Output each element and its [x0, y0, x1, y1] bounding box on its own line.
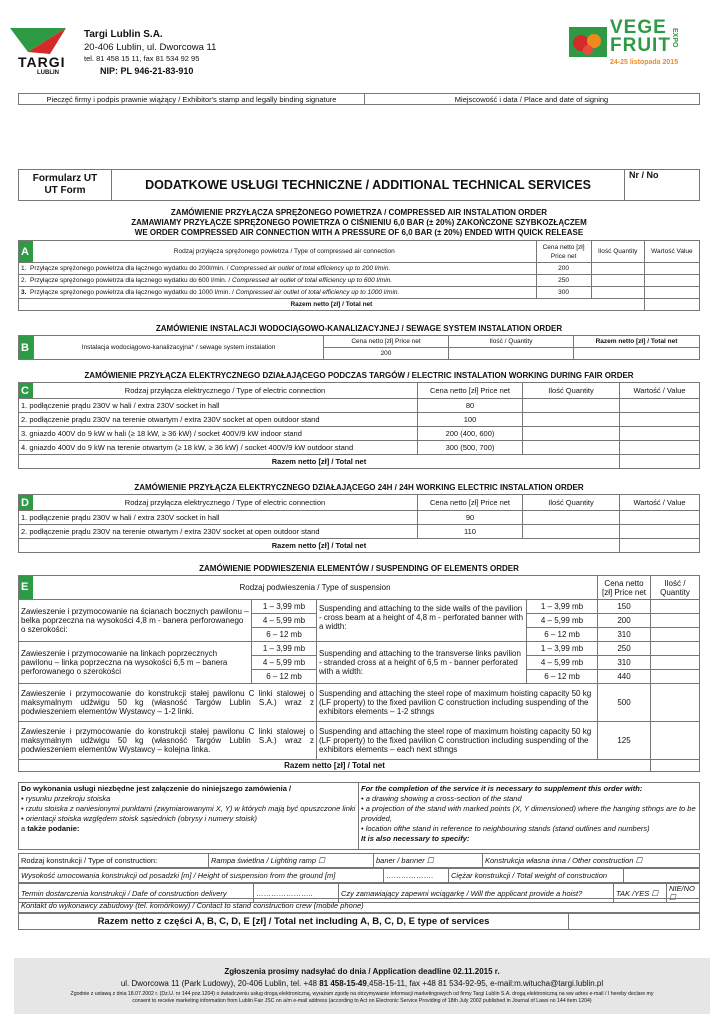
- section-d-col-type: Rodzaj przyłącza elektrycznego / Type of electric connection: [33, 495, 418, 511]
- row-text-en: Compressed air outlet of total efficiency up to 200 l/min.: [230, 265, 391, 272]
- height-input[interactable]: ……………….: [384, 869, 449, 883]
- section-a-row2-qty[interactable]: [591, 275, 644, 287]
- req-pl-also: a także podanie:: [21, 824, 80, 833]
- checkbox-icon[interactable]: ☐: [669, 893, 676, 902]
- section-e-row3-en: Suspending and attaching the steel rope of maximum hoisting capacity 50 kg (LF property) to the fixed pavilion C construction including suspending of the exhibitors elements – 1-2 sthngs: [317, 684, 598, 722]
- construction-type-label: Rodzaj konstrukcji / Type of construction:: [19, 854, 209, 868]
- row-text-pl: Przyłącze sprężonego powietrza dla łącznego wydatku do 600 l/min. /: [30, 277, 233, 284]
- section-e-col-type: Rodzaj podwieszenia / Type of suspension: [33, 576, 598, 600]
- section-b-col-qty: Ilość / Quantity: [449, 336, 574, 348]
- section-c-row1-qty[interactable]: [523, 399, 620, 413]
- requirements-pl: [21, 784, 357, 834]
- requirements-divider: [358, 783, 359, 849]
- section-b-total[interactable]: [574, 348, 700, 360]
- section-e-group2-pl: Zawieszenie i przymocowanie na linkach poprzecznych pawilonu – linka poprzeczna na wysokości 6,5 m – banera perforowanego o szerokości: [19, 642, 252, 684]
- section-e-g1-range2: 4 – 5,99 mb: [252, 614, 317, 628]
- table-row: [19, 413, 700, 427]
- section-e-letter: E: [19, 576, 34, 600]
- row-text-pl: Przyłącze sprężonego powietrza dla łącznego wydatku do 1000 l/min. /: [30, 289, 236, 296]
- section-d-row2-price: 110: [418, 525, 523, 539]
- opt-lighting-label: Rampa świetlna / Lighting ramp: [211, 856, 317, 865]
- contact-label: Kontakt do wykonawcy zabudowy (tel. komórkowy) / Contact to stand construction crew (mobile phone): [19, 899, 700, 913]
- table-row: [19, 427, 700, 441]
- section-e-g2-qty2[interactable]: [651, 656, 700, 670]
- req-en-item-text: location ofthe stand in reference to neighbouring stands (stand outlines and numbers): [365, 824, 650, 833]
- fair-logo-side: EXPO: [671, 28, 678, 48]
- req-en-item-text: a projection of the stand with marked points (X, Y dimensioned) where the hanging sthngs are to be provided,: [361, 804, 696, 823]
- section-a-title3: WE ORDER COMPRESSED AIR CONNECTION WITH A PRESSURE OF 6,0 BAR (± 20%) ENDED WITH QUICK RELEASE: [134, 228, 584, 237]
- section-d-col-value: Wartość / Value: [620, 495, 700, 511]
- section-a-row2-value[interactable]: [644, 275, 699, 287]
- req-pl-also-bold: także podanie: [27, 824, 77, 833]
- section-e-col-qty: Ilość / Quantity: [651, 576, 700, 600]
- opt-own-label: Konstrukcja własna inna / Other construction: [485, 856, 634, 865]
- footer-legal1: Zgodnie z ustawą z dnia 18.07.2002 r. (Dz.U. nr 144 poz.1204) o świadczeniu usług drogą elektroniczną, wyrażam zgodę na otrzymywanie informacji marketingowych od firmy Targi Lublin S.A. drogą elektroniczną na ww adres e-mail / I hereby declare my: [70, 991, 654, 997]
- section-d-row2: 2. podłączenie prądu 230V na terenie otwartym / extra 230V socket at open outdoor stand: [19, 525, 418, 539]
- company-contact: tel. 81 458 15 11, fax 81 534 92 95: [84, 54, 200, 63]
- section-b-price: 200: [324, 348, 449, 360]
- section-c-col-price: Cena netto [zł] Price net: [418, 383, 523, 399]
- section-c-row2-price: 100: [418, 413, 523, 427]
- checkbox-icon[interactable]: ☐: [426, 856, 434, 865]
- checkbox-icon[interactable]: ☐: [318, 856, 325, 865]
- table-row: [19, 684, 700, 722]
- table-row: [19, 441, 700, 455]
- table-row: [19, 287, 700, 299]
- section-c-total-value[interactable]: [620, 455, 700, 469]
- hoist-yes-label: TAK /YES: [616, 888, 650, 898]
- section-a-total-value[interactable]: [644, 299, 699, 311]
- section-c-col-value: Wartość / Value: [620, 383, 700, 399]
- req-pl-item-text: orientacji stoiska względem stoisk sąsiednich (obrysy i numery stoisk): [25, 814, 258, 823]
- table-row: [19, 399, 700, 413]
- req-en-also: It is also necessary to specify:: [361, 834, 470, 843]
- section-c-row3-qty[interactable]: [523, 427, 620, 441]
- company-nip: NIP: PL 946-21-83-910: [100, 66, 194, 76]
- section-c-table: [18, 382, 700, 469]
- section-e-g1-price3: 310: [598, 628, 651, 642]
- grand-total-value[interactable]: [569, 914, 700, 930]
- section-d-total-value[interactable]: [620, 539, 700, 553]
- logo-text: TARGI: [18, 54, 66, 70]
- req-en-item: • location ofthe stand in reference to neighbouring stands (stand outlines and numbers): [361, 824, 650, 833]
- section-d-row1-qty[interactable]: [523, 511, 620, 525]
- section-e-g1-qty1[interactable]: [651, 600, 700, 614]
- footer-deadline: Zgłoszenia prosimy nadsyłać do dnia / Application deadline 02.11.2015 r.: [224, 967, 500, 976]
- section-d-row2-qty[interactable]: [523, 525, 620, 539]
- section-e-g2-range3-en: 6 – 12 mb: [527, 670, 598, 684]
- checkbox-icon[interactable]: ☐: [635, 856, 643, 865]
- row-no: 1.: [21, 265, 27, 272]
- section-c-row4-qty[interactable]: [523, 441, 620, 455]
- section-e-table: [18, 575, 700, 772]
- section-e-row3-price: 500: [598, 684, 651, 722]
- req-pl-also-pre: a: [21, 824, 28, 833]
- opt-lighting[interactable]: [209, 854, 374, 868]
- section-b-title: ZAMÓWIENIE INSTALACJI WODOCIĄGOWO-KANALIZACYJNEJ / SEWAGE SYSTEM INSTALATION ORDER: [155, 324, 563, 333]
- req-en-item-text: a drawing showing a cross-section of the stand: [365, 794, 522, 803]
- footer-address-pre: ul. Dworcowa 11 (Park Ludowy), 20-406 Lublin, tel. +48: [120, 979, 320, 988]
- section-e-g1-qty2[interactable]: [651, 614, 700, 628]
- section-e-g1-price2: 200: [598, 614, 651, 628]
- signature-bar: [18, 93, 700, 105]
- section-a-col-value: Wartość Value: [644, 241, 699, 263]
- row-no: 3.: [21, 289, 27, 296]
- row-text-pl: Przyłącze sprężonego powietrza dla łącznego wydatku do 200l/min. /: [30, 265, 231, 272]
- section-e-g2-price1: 250: [598, 642, 651, 656]
- place-label: Miejscowość i data / Place and date of signing: [454, 95, 609, 104]
- section-b-desc: Instalacja wodociągowo-kanalizacyjna* / sewage system instalation: [34, 336, 324, 360]
- height-label: Wysokość umocowania konstrukcji od posadzki [m] / Height of suspension from the ground [m]: [19, 869, 384, 883]
- req-pl-item: • rysunku przekroju stoiska: [21, 794, 111, 803]
- section-a-row3-value[interactable]: [644, 287, 699, 299]
- section-e-g2-range1: 1 – 3,99 mb: [252, 642, 317, 656]
- section-d-row1-value[interactable]: [620, 511, 700, 525]
- req-en-item: • a drawing showing a cross-section of the stand: [361, 794, 522, 803]
- section-d-letter: D: [19, 495, 34, 511]
- req-en-title: For the completion of the service it is necessary to supplement this order with:: [361, 784, 643, 793]
- section-a-total-label: Razem netto [zł] / Total net: [19, 299, 645, 311]
- section-e-g1-qty3[interactable]: [651, 628, 700, 642]
- form-code-line2: UT Form: [44, 185, 86, 196]
- company-address: 20-406 Lublin, ul. Dworcowa 11: [84, 42, 217, 53]
- opt-own[interactable]: [483, 854, 700, 868]
- section-c-row4: 4. gniazdo 400V do 9 kW na terenie otwartym (≥ 18 kW, ≥ 36 kW) / socket 400V/9 kW outdoor stand: [19, 441, 418, 455]
- section-a-col-type: Rodzaj przyłącza sprężonego powietrza / Type of compressed air connection: [33, 241, 536, 263]
- section-a-row2: [19, 275, 537, 287]
- row-text-en: Compressed air outlet of total efficiency up to 600 l/min.: [232, 277, 393, 284]
- section-c-col-type: Rodzaj przyłącza elektrycznego / Type of electric connection: [33, 383, 418, 399]
- company-name: Targi Lublin S.A.: [84, 29, 163, 40]
- section-e-g1-range3-en: 6 – 12 mb: [527, 628, 598, 642]
- logo-sub: LUBLIN: [37, 70, 59, 76]
- weight-input[interactable]: [624, 869, 700, 883]
- section-e-row4-qty[interactable]: [651, 722, 700, 760]
- section-e-g2-qty1[interactable]: [651, 642, 700, 656]
- footer-address-bold: 81 458-15-49: [319, 979, 367, 988]
- section-e-group1-en: Suspending and attaching to the side walls of the pavilion - cross beam at a height of 4,8 m - perforated banner with a width:: [317, 600, 527, 642]
- section-c-row1-value[interactable]: [620, 399, 700, 413]
- form-code-line1: Formularz UT: [32, 173, 98, 184]
- section-e-g1-range1: 1 – 3,99 mb: [252, 600, 317, 614]
- table-row: [19, 511, 700, 525]
- deadline-input[interactable]: …………………..: [254, 884, 339, 903]
- footer-address: [14, 979, 710, 988]
- section-e-g2-range2-en: 4 – 5,99 mb: [527, 656, 598, 670]
- row-no: 2.: [21, 277, 27, 284]
- section-a-col-qty: Ilość Quantity: [591, 241, 644, 263]
- opt-banner-label: baner / banner: [376, 856, 425, 865]
- section-e-col-price: Cena netto [zł] Price net: [598, 576, 651, 600]
- section-d-title: ZAMÓWIENIE PRZYŁĄCZA ELEKTRYCZNEGO DZIAŁAJĄCEGO 24H / 24H WORKING ELECTRIC INSTALATION ORDER: [134, 483, 584, 492]
- requirements-en: [361, 784, 697, 844]
- section-c-row1-price: 80: [418, 399, 523, 413]
- section-b-col-total: Razem netto [zł] / Total net: [574, 336, 700, 348]
- section-d-row2-value[interactable]: [620, 525, 700, 539]
- req-pl-item: • orientacji stoiska względem stoisk sąsiednich (obrysy i numery stoisk): [21, 814, 258, 823]
- req-pl-item-text: rzutu stoiska z naniesionymi punktami (zwymiarowanymi X, Y) w których mają być opuszczone linki: [25, 804, 356, 813]
- table-row: [19, 275, 700, 287]
- grand-total-label: Razem netto z części A, B, C, D, E [zł] / Total net including A, B, C, D, E type of services: [19, 914, 569, 930]
- checkbox-icon[interactable]: ☐: [651, 888, 659, 898]
- section-a-row1-qty[interactable]: [591, 263, 644, 275]
- section-c-title: ZAMÓWIENIE PRZYŁĄCZA ELEKTRYCZNEGO DZIAŁAJĄCEGO PODCZAS TARGÓW / ELECTRIC INSTALATION WORKING DURING FAIR ORDER: [84, 371, 634, 380]
- section-e-total-value[interactable]: [651, 760, 700, 772]
- section-e-g1-range1-en: 1 – 3,99 mb: [527, 600, 598, 614]
- section-e-row4-en: Suspending and attaching the steel rope of maximum hoisting capacity 50 kg (LF property) to the fixed pavilion C construction including suspending of the exhibitors elements – each next sthngs: [317, 722, 598, 760]
- section-a-col-price: Cena netto [zł] Price net: [536, 241, 591, 263]
- table-row: [19, 263, 700, 275]
- section-e-group1-pl: Zawieszenie i przymocowanie na ścianach bocznych pawilonu – belka poprzeczna na wysokości 4,8 m - banera perforowanego o szerokości:: [19, 600, 252, 642]
- section-c-total-label: Razem netto [zł] / Total net: [19, 455, 620, 469]
- section-a-row1: [19, 263, 537, 275]
- section-e-title: ZAMÓWIENIE PODWIESZENIA ELEMENTÓW / SUSPENDING OF ELEMENTS ORDER: [199, 564, 519, 573]
- section-c-row4-price: 300 (500, 700): [418, 441, 523, 455]
- section-e-g2-price2: 310: [598, 656, 651, 670]
- req-pl-item-text: rysunku przekroju stoiska: [25, 794, 111, 803]
- contact-row: [18, 898, 700, 913]
- section-c-row2: 2. podłączenie prądu 230V na terenie otwartym / extra 230V socket at open outdoor stand: [19, 413, 418, 427]
- section-e-row4-price: 125: [598, 722, 651, 760]
- section-c-row2-value[interactable]: [620, 413, 700, 427]
- table-row: [19, 722, 700, 760]
- section-e-row4-pl: Zawieszenie i przymocowanie do konstrukcji stałej pawilonu C linki stalowej o maksymalnym udźwigu 50 kg (własność Targów Lublin S.A.) wraz z podwieszeniem elementów Wystawcy – kolejna linka.: [19, 722, 317, 760]
- section-e-g1-range3: 6 – 12 mb: [252, 628, 317, 642]
- section-b-col-price: Cena netto [zł] Price net: [324, 336, 449, 348]
- section-e-row3-pl: Zawieszenie i przymocowanie do konstrukcji stałej pawilonu C linki stalowej o maksymalnym udźwigu 50 kg (własność Targów Lublin S.A.) wraz z podwieszeniem elementów Wystawcy – 1-2 linki.: [19, 684, 317, 722]
- table-row: [19, 600, 700, 614]
- section-e-g2-price3: 440: [598, 670, 651, 684]
- height-weight-row: [18, 868, 700, 883]
- section-a-row3: [19, 287, 537, 299]
- section-a-title1: ZAMÓWIENIE PRZYŁĄCZA SPRĘŻONEGO POWIETRZA / COMPRESSED AIR INSTALATION ORDER: [170, 208, 548, 217]
- stamp-label: Pieczęć firmy i podpis prawnie wiążący / Exhibitor's stamp and legally binding signature: [46, 95, 337, 104]
- section-c-row2-qty[interactable]: [523, 413, 620, 427]
- section-d-table: [18, 494, 700, 553]
- row-text-en: Compressed air outlet of total efficiency up to 1000 l/min.: [235, 289, 400, 296]
- section-b-qty[interactable]: [449, 348, 574, 360]
- section-a-row1-price: 200: [536, 263, 591, 275]
- weight-label: Ciężar konstrukcji / Total weight of construction: [449, 869, 624, 883]
- section-c-col-qty: Ilość Quantity: [523, 383, 620, 399]
- section-b-letter: B: [19, 336, 34, 360]
- footer-legal2: consent to receive marketing information from Lublin Fair JSC on a/m e-mail address (according to Act on Electronic Service Providing of 18th July 2002 published in Journal of Laws no 144 item 1204): [132, 998, 592, 1004]
- requirements-box: [18, 782, 700, 850]
- req-pl-item: • rzutu stoiska z naniesionymi punktami (zwymiarowanymi X, Y) w których mają być opuszczone linki: [21, 804, 356, 813]
- section-e-g2-range3: 6 – 12 mb: [252, 670, 317, 684]
- hoist-label: Czy zamawiający zapewni wciągarkę / Will the applicant provide a hoist?: [339, 884, 614, 903]
- section-c-row1: 1. podłączenie prądu 230V w hali / extra 230V socket in hall: [19, 399, 418, 413]
- section-c-row4-value[interactable]: [620, 441, 700, 455]
- section-e-row3-qty[interactable]: [651, 684, 700, 722]
- footer-address-post: ,458-15-11, fax +48 81 534-92-95, e-mail:m.witucha@targi.lublin.pl: [366, 979, 604, 988]
- grand-total-row: [18, 913, 700, 930]
- form-title-table: [18, 169, 700, 201]
- section-e-g2-qty3[interactable]: [651, 670, 700, 684]
- section-e-g2-range1-en: 1 – 3,99 mb: [527, 642, 598, 656]
- section-a-row3-price: 300: [536, 287, 591, 299]
- form-code: [19, 170, 112, 201]
- section-e-g1-price1: 150: [598, 600, 651, 614]
- fair-logo-top: VEGE: [610, 17, 667, 38]
- section-a-row3-qty[interactable]: [591, 287, 644, 299]
- section-a-row2-price: 250: [536, 275, 591, 287]
- hoist-no-label: NIE/NO: [669, 884, 695, 893]
- section-e-g1-range2-en: 4 – 5,99 mb: [527, 614, 598, 628]
- section-c-row3-price: 200 (400, 600): [418, 427, 523, 441]
- table-row: [19, 642, 700, 656]
- section-d-total-label: Razem netto [zł] / Total net: [19, 539, 620, 553]
- section-b-table: [18, 335, 700, 360]
- section-e-g2-range2: 4 – 5,99 mb: [252, 656, 317, 670]
- section-c-letter: C: [19, 383, 34, 399]
- section-a-row1-value[interactable]: [644, 263, 699, 275]
- construction-type-row: [18, 853, 700, 868]
- section-c-row3-value[interactable]: [620, 427, 700, 441]
- section-e-total-label: Razem netto [zł] / Total net: [19, 760, 651, 772]
- table-row: [19, 525, 700, 539]
- fair-logo-bottom: FRUIT: [610, 35, 671, 56]
- section-a-title2: ZAMAWIAMY PRZYŁĄCZE SPRĘŻONEGO POWIETRZA O CIŚNIENIU 6,0 BAR (± 20%) ZAKOŃCZONE SZYBKOZŁĄCZEM: [131, 218, 587, 227]
- section-a-letter: A: [19, 241, 34, 263]
- section-d-col-qty: Ilość Quantity: [523, 495, 620, 511]
- req-en-item: • a projection of the stand with marked points (X, Y dimensioned) where the hanging sthngs are to be provided,: [361, 804, 696, 823]
- section-a-table: [18, 240, 700, 311]
- fair-logo: [566, 18, 708, 76]
- opt-banner[interactable]: [374, 854, 483, 868]
- section-d-row1-price: 90: [418, 511, 523, 525]
- fair-dates: 24-25 listopada 2015: [610, 59, 679, 66]
- section-c-row3: 3. gniazdo 400V do 9 kW w hali (≥ 18 kW, ≥ 36 kW) / socket 400V/9 kW indoor stand: [19, 427, 418, 441]
- section-d-row1: 1. podłączenie prądu 230V w hali / extra 230V socket in hall: [19, 511, 418, 525]
- deadline-label: Termin dostarczenia konstrukcji / Dafe of construction delivery: [19, 884, 254, 903]
- section-e-group2-en: Suspending and attaching to the transverse links pavilion - stranded cross at a height of 6,5 m - banner perforated with a width:: [317, 642, 527, 684]
- form-title: DODATKOWE USŁUGI TECHNICZNE / ADDITIONAL TECHNICAL SERVICES: [112, 170, 625, 201]
- req-pl-title: Do wykonania usługi niezbędne jest załączenie do niniejszego zamówienia /: [21, 784, 292, 793]
- footer: [14, 958, 710, 1014]
- section-d-col-price: Cena netto [zł] Price net: [418, 495, 523, 511]
- form-nr: Nr / No: [625, 170, 700, 201]
